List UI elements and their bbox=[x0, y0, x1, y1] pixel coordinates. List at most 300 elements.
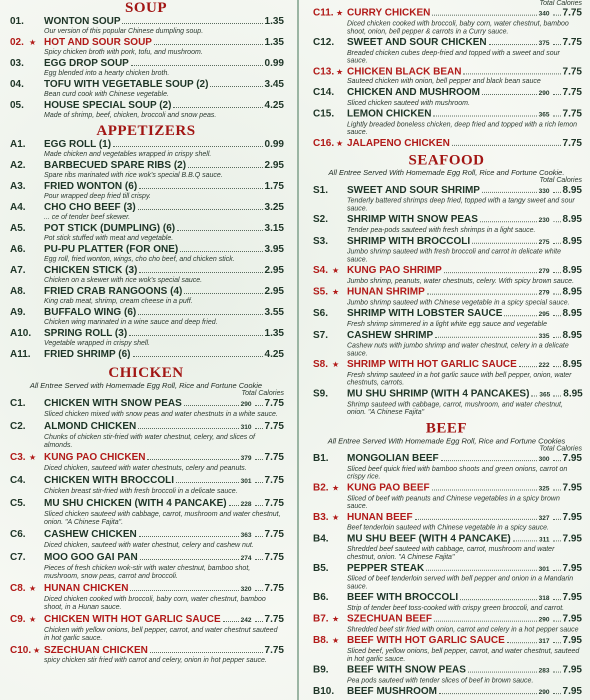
dot-leader bbox=[138, 209, 263, 210]
item-calories: 279 bbox=[538, 268, 550, 276]
item-calories: 242 bbox=[240, 617, 252, 624]
item-price: 7.75 bbox=[264, 552, 284, 563]
item-code: C4. bbox=[10, 475, 26, 486]
item-description: Made of shrimp, beef, chicken, broccoli and snow peas. bbox=[44, 112, 217, 119]
item-name: SHRIMP WITH BROCCOLI bbox=[347, 235, 471, 247]
item-code: S3. bbox=[313, 235, 329, 247]
menu-item[interactable] bbox=[0, 398, 292, 419]
dot-leader bbox=[184, 293, 262, 294]
item-row bbox=[44, 160, 284, 172]
item-row bbox=[44, 181, 284, 193]
item-price: 3.95 bbox=[264, 244, 284, 255]
menu-item[interactable] bbox=[303, 87, 590, 108]
right-column bbox=[303, 0, 590, 700]
dot-leader bbox=[432, 490, 537, 491]
dot-leader bbox=[129, 335, 262, 336]
item-calories: 228 bbox=[240, 501, 252, 508]
menu-item[interactable] bbox=[0, 202, 292, 222]
item-calories: 274 bbox=[240, 555, 252, 562]
dot-leader bbox=[415, 519, 537, 520]
item-code: S4. bbox=[313, 265, 329, 277]
item-name: POT STICK (DUMPLING) (6) bbox=[44, 223, 176, 234]
dot-leader bbox=[553, 15, 561, 16]
section-note-beef: All Entree Served With Homemade Egg Roll, Rice and Fortune Cookies bbox=[327, 436, 566, 446]
item-name: SZECHUAN CHICKEN bbox=[44, 645, 148, 656]
item-row bbox=[44, 475, 284, 488]
menu-item[interactable] bbox=[303, 37, 590, 65]
dot-leader bbox=[468, 672, 537, 673]
dot-leader bbox=[504, 315, 536, 316]
item-name: HUNAN BEEF bbox=[347, 512, 413, 523]
item-code: A7. bbox=[10, 265, 26, 276]
dot-leader bbox=[444, 272, 537, 273]
item-price: 8.95 bbox=[562, 329, 582, 341]
item-code: 03. bbox=[10, 58, 24, 69]
item-name: MU SHU CHICKEN (WITH 4 PANCAKE) bbox=[44, 498, 227, 509]
item-price: 1.75 bbox=[264, 181, 284, 192]
spicy-star-icon: ★ bbox=[332, 512, 340, 522]
item-name: MONGOLIAN BEEF bbox=[347, 453, 439, 465]
item-name: TOFU WITH VEGETABLE SOUP (2) bbox=[44, 79, 209, 90]
dot-leader bbox=[434, 621, 537, 622]
item-row bbox=[347, 308, 582, 321]
item-description: Fresh shrimp sauteed in a hot garlic sauce with bell pepper, onion, water chestnuts, carrots. bbox=[347, 372, 572, 387]
item-name: CHICKEN AND MUSHROOM bbox=[347, 87, 480, 98]
item-name: KUNG PAO SHRIMP bbox=[347, 265, 442, 277]
menu-item[interactable] bbox=[303, 665, 590, 686]
item-price: 7.75 bbox=[264, 475, 284, 486]
spicy-star-icon: ★ bbox=[336, 139, 344, 148]
item-description: Sliced beef, yellow onions, bell pepper, carrot, and water chestnut, sauteed in hot garlic sauce. bbox=[347, 648, 580, 663]
menu-item[interactable] bbox=[0, 79, 292, 99]
dot-leader bbox=[176, 482, 239, 483]
item-code: C8. bbox=[10, 583, 26, 594]
item-description: Jumbo shrimp sauteed with Chinese vegetable in a spicy special sauce. bbox=[347, 299, 570, 307]
menu-item[interactable] bbox=[0, 139, 292, 159]
item-price: 2.95 bbox=[264, 286, 284, 297]
item-row bbox=[347, 512, 582, 525]
item-description: Pea pods sauteed with tender slices of beef in brown sauce. bbox=[347, 677, 534, 685]
total-calories-label: Total Calories bbox=[539, 177, 582, 185]
item-price: 1.35 bbox=[264, 16, 284, 27]
item-name: LEMON CHICKEN bbox=[347, 108, 432, 120]
dot-leader bbox=[255, 459, 263, 460]
spicy-star-icon: ★ bbox=[332, 614, 340, 624]
item-price: 8.95 bbox=[562, 185, 582, 196]
total-calories-label: Total Calories bbox=[539, 0, 582, 7]
dot-leader bbox=[489, 44, 537, 45]
dot-leader bbox=[463, 73, 560, 74]
menu-item[interactable] bbox=[0, 552, 292, 581]
item-description: Breaded chicken cubes deep-fried and topped with a sweet and sour sauce. bbox=[347, 49, 560, 65]
menu-item[interactable] bbox=[303, 614, 590, 635]
item-calories: 290 bbox=[538, 689, 550, 697]
menu-item[interactable] bbox=[303, 512, 590, 533]
item-row bbox=[44, 349, 284, 361]
dot-leader bbox=[210, 86, 262, 87]
dot-leader bbox=[122, 23, 262, 24]
menu-item[interactable] bbox=[303, 109, 590, 137]
item-code: 05. bbox=[10, 100, 24, 111]
item-code: B7. bbox=[313, 613, 329, 625]
item-row bbox=[44, 421, 284, 434]
item-row bbox=[347, 563, 582, 576]
item-name: SWEET AND SOUR CHICKEN bbox=[347, 37, 487, 48]
item-row bbox=[44, 498, 284, 511]
item-name: PEPPER STEAK bbox=[347, 562, 425, 574]
item-name: BEEF WITH HOT GARLIC SAUCE bbox=[347, 635, 505, 647]
item-calories: 325 bbox=[538, 485, 550, 493]
menu-item[interactable] bbox=[0, 307, 292, 327]
dot-leader bbox=[138, 314, 262, 315]
menu-item[interactable] bbox=[303, 592, 590, 613]
item-calories: 290 bbox=[240, 401, 252, 408]
dot-leader bbox=[553, 570, 561, 571]
menu-item[interactable] bbox=[0, 181, 292, 201]
dot-leader bbox=[553, 672, 561, 673]
dot-leader bbox=[133, 356, 263, 357]
dot-leader bbox=[427, 294, 537, 295]
item-description: Chicken on a skewer with rice wok's special sauce. bbox=[44, 277, 203, 284]
dot-leader bbox=[154, 44, 263, 45]
dot-leader bbox=[113, 146, 262, 147]
dot-leader bbox=[139, 536, 239, 537]
item-price: 7.95 bbox=[562, 635, 582, 647]
item-price: 0.99 bbox=[264, 139, 284, 150]
menu-item[interactable] bbox=[0, 16, 292, 36]
dot-leader bbox=[519, 366, 537, 367]
dot-leader bbox=[553, 642, 561, 643]
section-title-seafood: SEAFOOD bbox=[408, 152, 485, 169]
item-name: WONTON SOUP bbox=[44, 16, 121, 27]
item-price: 7.75 bbox=[264, 583, 284, 594]
item-name: MOO GOO GAI PAN bbox=[44, 552, 138, 563]
item-name: HOUSE SPECIAL SOUP (2) bbox=[44, 100, 172, 111]
item-description: Chicken with yellow onions, bell pepper, carrot, and water chestnut sauteed in hot garlic sauce. bbox=[44, 627, 278, 642]
item-name: CHICKEN WITH SNOW PEAS bbox=[44, 398, 182, 409]
item-description: Vegetable wrapped in crispy shell. bbox=[44, 340, 150, 347]
section-title-chicken: CHICKEN bbox=[108, 365, 184, 381]
dot-leader bbox=[139, 272, 262, 273]
spicy-star-icon: ★ bbox=[332, 287, 340, 297]
item-name: HUNAN SHRIMP bbox=[347, 286, 425, 298]
item-code: 04. bbox=[10, 79, 24, 90]
menu-item[interactable] bbox=[303, 330, 590, 358]
item-row bbox=[347, 265, 582, 278]
menu-item[interactable] bbox=[0, 452, 292, 473]
dot-leader bbox=[255, 559, 263, 560]
item-row bbox=[44, 265, 284, 277]
item-description: Beef tenderloin sauteed with Chinese vegetable in a spicy sauce. bbox=[347, 524, 549, 532]
menu-item[interactable] bbox=[0, 223, 292, 243]
item-calories: 365 bbox=[538, 111, 550, 119]
dot-leader bbox=[229, 505, 239, 506]
menu-item[interactable] bbox=[303, 236, 590, 264]
item-name: PU-PU PLATTER (FOR ONE) bbox=[44, 244, 179, 255]
item-description: Cashew nuts with jumbo shrimp and water chestnut, celery in a delicate sauce. bbox=[347, 342, 569, 358]
item-code: C1. bbox=[10, 398, 26, 409]
item-code: A6. bbox=[10, 244, 26, 255]
item-name: SZECHUAN BEEF bbox=[347, 613, 433, 625]
item-description: spicy chicken stir fried with carrot and celery, onion in hot pepper sauce. bbox=[44, 657, 267, 664]
item-name: SHRIMP WITH HOT GARLIC SAUCE bbox=[347, 359, 517, 371]
menu-item[interactable] bbox=[0, 160, 292, 180]
item-code: C7. bbox=[10, 552, 26, 563]
item-price: 8.95 bbox=[562, 308, 582, 320]
item-price: 3.55 bbox=[264, 307, 284, 318]
item-description: Pot stick stuffed with meat and vegetable. bbox=[44, 235, 174, 242]
item-description: Diced chicken, sauteed with water chestnut, celery and cashew nut. bbox=[44, 542, 254, 549]
dot-leader bbox=[553, 460, 561, 461]
item-description: ... ce of tender beef skewer. bbox=[44, 214, 131, 221]
spicy-star-icon: ★ bbox=[29, 584, 37, 593]
dot-leader bbox=[188, 167, 262, 168]
dot-leader bbox=[223, 621, 239, 622]
item-price: 7.75 bbox=[562, 37, 582, 48]
item-row bbox=[347, 534, 582, 547]
item-row bbox=[44, 100, 284, 112]
item-name: SHRIMP WITH SNOW PEAS bbox=[347, 214, 478, 226]
dot-leader bbox=[452, 145, 561, 146]
dot-leader bbox=[255, 505, 263, 506]
item-description: Diced chicken cooked with broccoli, baby corn, water chestnut, bamboo shoot, onion, bell pepper & carrots in a Curry sauce. bbox=[347, 20, 569, 36]
item-description: Sauteed chicken with onion, bell pepper and black bean sauce bbox=[347, 78, 541, 86]
dot-leader bbox=[553, 192, 561, 193]
item-description: Pieces of fresh chicken wok-stir with water chestnut, bamboo shot, mushroom, snow peas, carrot and broccoli. bbox=[44, 565, 251, 580]
dot-leader bbox=[507, 642, 537, 643]
item-calories: 379 bbox=[240, 455, 252, 462]
menu-item[interactable] bbox=[303, 686, 590, 699]
dot-leader bbox=[435, 337, 537, 338]
item-code: A11. bbox=[10, 349, 31, 360]
item-name: CHICKEN BLACK BEAN bbox=[347, 66, 462, 78]
item-description: Our version of this popular Chinese dumpling soup. bbox=[44, 28, 204, 35]
item-row bbox=[347, 138, 582, 150]
item-calories: 230 bbox=[538, 217, 550, 225]
item-description: Bean curd cook with Chinese vegetable. bbox=[44, 91, 169, 98]
menu-item[interactable] bbox=[303, 265, 590, 286]
dot-leader bbox=[255, 482, 263, 483]
item-code: C3. bbox=[10, 452, 26, 463]
item-row bbox=[347, 67, 582, 79]
item-code: C14. bbox=[313, 87, 335, 98]
item-row bbox=[44, 79, 284, 91]
item-row bbox=[347, 614, 582, 627]
left-column bbox=[0, 0, 292, 667]
item-calories: 317 bbox=[538, 638, 550, 646]
dot-leader bbox=[184, 405, 239, 406]
spicy-star-icon: ★ bbox=[332, 636, 340, 646]
item-description: Made chicken and vegetables wrapped in crispy shell. bbox=[44, 151, 212, 158]
item-calories: 279 bbox=[538, 289, 550, 297]
item-row bbox=[347, 287, 582, 300]
item-code: A8. bbox=[10, 286, 26, 297]
item-price: 7.95 bbox=[562, 592, 582, 604]
item-code: B3. bbox=[313, 512, 329, 523]
item-description: Shredded beef sauteed with cabbage, carrot, mushroom and water chestnut, onion. "A Chinese Fajita" bbox=[347, 546, 555, 561]
item-name: KUNG PAO CHICKEN bbox=[44, 452, 146, 463]
item-price: 7.95 bbox=[562, 453, 582, 465]
item-description: Egg roll, fried wonton, wings, cho cho beef, and chicken stick. bbox=[44, 256, 235, 263]
item-price: 7.75 bbox=[562, 87, 582, 98]
item-calories: 290 bbox=[538, 616, 550, 624]
item-row bbox=[347, 214, 582, 227]
item-code: C16. bbox=[313, 138, 335, 149]
item-description: Sliced chicken sauteed with mushroom. bbox=[347, 99, 470, 107]
menu-item[interactable] bbox=[303, 8, 590, 36]
spicy-star-icon: ★ bbox=[336, 8, 344, 18]
item-name: ALMOND CHICKEN bbox=[44, 421, 137, 432]
item-name: BEEF WITH SNOW PEAS bbox=[347, 664, 466, 676]
item-code: B8. bbox=[313, 635, 329, 647]
item-code: C6. bbox=[10, 529, 26, 540]
dot-leader bbox=[441, 460, 537, 461]
item-name: FRIED CRAB RANGOONS (4) bbox=[44, 286, 183, 297]
item-name: SPRING ROLL (3) bbox=[44, 328, 128, 339]
item-name: FRIED WONTON (6) bbox=[44, 181, 138, 192]
dot-leader bbox=[140, 559, 239, 560]
item-price: 2.95 bbox=[264, 160, 284, 171]
dot-leader bbox=[147, 459, 238, 460]
menu-item[interactable] bbox=[0, 645, 292, 665]
dot-leader bbox=[131, 65, 263, 66]
dot-leader bbox=[426, 570, 536, 571]
menu-item[interactable] bbox=[0, 475, 292, 496]
dot-leader bbox=[553, 540, 561, 541]
menu-item[interactable] bbox=[0, 286, 292, 306]
menu-item[interactable] bbox=[303, 287, 590, 308]
item-row bbox=[44, 529, 284, 542]
menu-item[interactable] bbox=[303, 563, 590, 591]
item-row bbox=[347, 330, 582, 343]
item-code: A5. bbox=[10, 223, 26, 234]
dot-leader bbox=[433, 116, 536, 117]
menu-item[interactable] bbox=[0, 244, 292, 264]
item-description: Egg blended into a hearty chicken broth. bbox=[44, 70, 170, 77]
item-code: S7. bbox=[313, 329, 329, 341]
spicy-star-icon: ★ bbox=[33, 646, 41, 655]
dot-leader bbox=[255, 536, 263, 537]
item-description: Shredded beef stir fried with onion, carrot and celery in a hot pepper sauce bbox=[347, 626, 579, 634]
item-price: 2.95 bbox=[264, 265, 284, 276]
dot-leader bbox=[255, 428, 263, 429]
item-calories: 340 bbox=[538, 10, 550, 18]
item-description: Sliced chicken mixed with snow peas and water chestnuts in a white sauce. bbox=[44, 411, 278, 418]
item-row bbox=[44, 307, 284, 319]
menu-item[interactable] bbox=[303, 214, 590, 235]
item-description: Tender pea-pods sauteed with fresh shrimps in a light sauce. bbox=[347, 227, 536, 234]
item-price: 7.95 bbox=[562, 686, 582, 698]
item-calories: 301 bbox=[240, 478, 252, 485]
item-row bbox=[347, 686, 582, 699]
item-price: 4.25 bbox=[264, 100, 284, 111]
item-calories: 222 bbox=[538, 362, 550, 370]
dot-leader bbox=[531, 396, 537, 397]
item-price: 7.75 bbox=[562, 138, 582, 149]
item-price: 7.75 bbox=[264, 614, 284, 625]
item-code: S6. bbox=[313, 308, 329, 320]
item-name: HOT AND SOUR SOUP bbox=[44, 37, 152, 48]
item-code: B10. bbox=[313, 686, 335, 698]
total-calories-label: Total Calories bbox=[539, 445, 582, 453]
menu-item[interactable] bbox=[0, 349, 292, 361]
dot-leader bbox=[439, 693, 537, 694]
item-price: 7.95 bbox=[562, 482, 582, 494]
dot-leader bbox=[553, 693, 561, 694]
section-note-seafood: All Entree Served With Homemade Egg Roll, Rice and Fortune Cookie. bbox=[328, 168, 565, 178]
item-description: King crab meat, shrimp, cream cheese in a puff. bbox=[44, 298, 193, 305]
menu-item[interactable] bbox=[303, 138, 590, 150]
menu-item[interactable] bbox=[303, 389, 590, 417]
dot-leader bbox=[255, 405, 263, 406]
item-code: C5. bbox=[10, 498, 26, 509]
item-code: B1. bbox=[313, 453, 329, 465]
item-code: C15. bbox=[313, 108, 335, 120]
menu-item[interactable] bbox=[303, 185, 590, 213]
item-price: 8.95 bbox=[562, 214, 582, 226]
item-price: 4.25 bbox=[264, 349, 284, 360]
spicy-star-icon: ★ bbox=[336, 67, 344, 77]
item-name: BARBECUED SPARE RIBS (2) bbox=[44, 160, 187, 171]
menu-item[interactable] bbox=[303, 453, 590, 481]
dot-leader bbox=[255, 590, 263, 591]
item-row bbox=[44, 139, 284, 151]
item-description: Strip of tender beef toss-cooked with crispy green broccoli, and carrot. bbox=[347, 605, 565, 612]
item-description: Chunks of chicken stir-fried with water chestnut, celery, and slices of almonds. bbox=[44, 434, 255, 449]
dot-leader bbox=[177, 230, 262, 231]
item-row bbox=[44, 583, 284, 596]
item-code: A3. bbox=[10, 181, 26, 192]
item-code: C12. bbox=[313, 37, 335, 48]
item-price: 1.35 bbox=[264, 328, 284, 339]
menu-item[interactable] bbox=[0, 328, 292, 348]
item-calories: 300 bbox=[538, 456, 550, 464]
menu-item[interactable] bbox=[0, 100, 292, 120]
item-row bbox=[347, 389, 582, 402]
menu-item[interactable] bbox=[0, 529, 292, 550]
item-calories: 320 bbox=[240, 586, 252, 593]
menu-item[interactable] bbox=[303, 308, 590, 329]
item-description: Jumbo shrimp sauteed with fresh broccoli and carrot in delicate white sauce. bbox=[347, 248, 561, 264]
item-code: C2. bbox=[10, 421, 26, 432]
item-price: 3.15 bbox=[264, 223, 284, 234]
item-code: 01. bbox=[10, 16, 24, 27]
menu-item[interactable] bbox=[0, 614, 292, 643]
menu-item[interactable] bbox=[303, 359, 590, 387]
item-row bbox=[347, 483, 582, 496]
menu-item[interactable] bbox=[303, 635, 590, 663]
item-code: B2. bbox=[313, 482, 329, 494]
dot-leader bbox=[553, 337, 561, 338]
item-row bbox=[44, 614, 284, 627]
menu-item[interactable] bbox=[0, 583, 292, 612]
item-row bbox=[44, 202, 284, 214]
menu-item[interactable] bbox=[303, 534, 590, 562]
menu-item[interactable] bbox=[303, 67, 590, 87]
item-description: Fresh shrimp simmered in a light white egg sauce and vegetable bbox=[347, 321, 547, 328]
dot-leader bbox=[553, 519, 561, 520]
menu-item[interactable] bbox=[0, 421, 292, 450]
menu-item[interactable] bbox=[0, 265, 292, 285]
item-price: 7.75 bbox=[264, 452, 284, 463]
menu-item[interactable] bbox=[0, 37, 292, 57]
menu-item[interactable] bbox=[303, 483, 590, 511]
item-calories: 327 bbox=[538, 514, 550, 522]
dot-leader bbox=[553, 243, 561, 244]
dot-leader bbox=[130, 590, 238, 591]
menu-item[interactable] bbox=[0, 498, 292, 527]
menu-item[interactable] bbox=[0, 58, 292, 78]
